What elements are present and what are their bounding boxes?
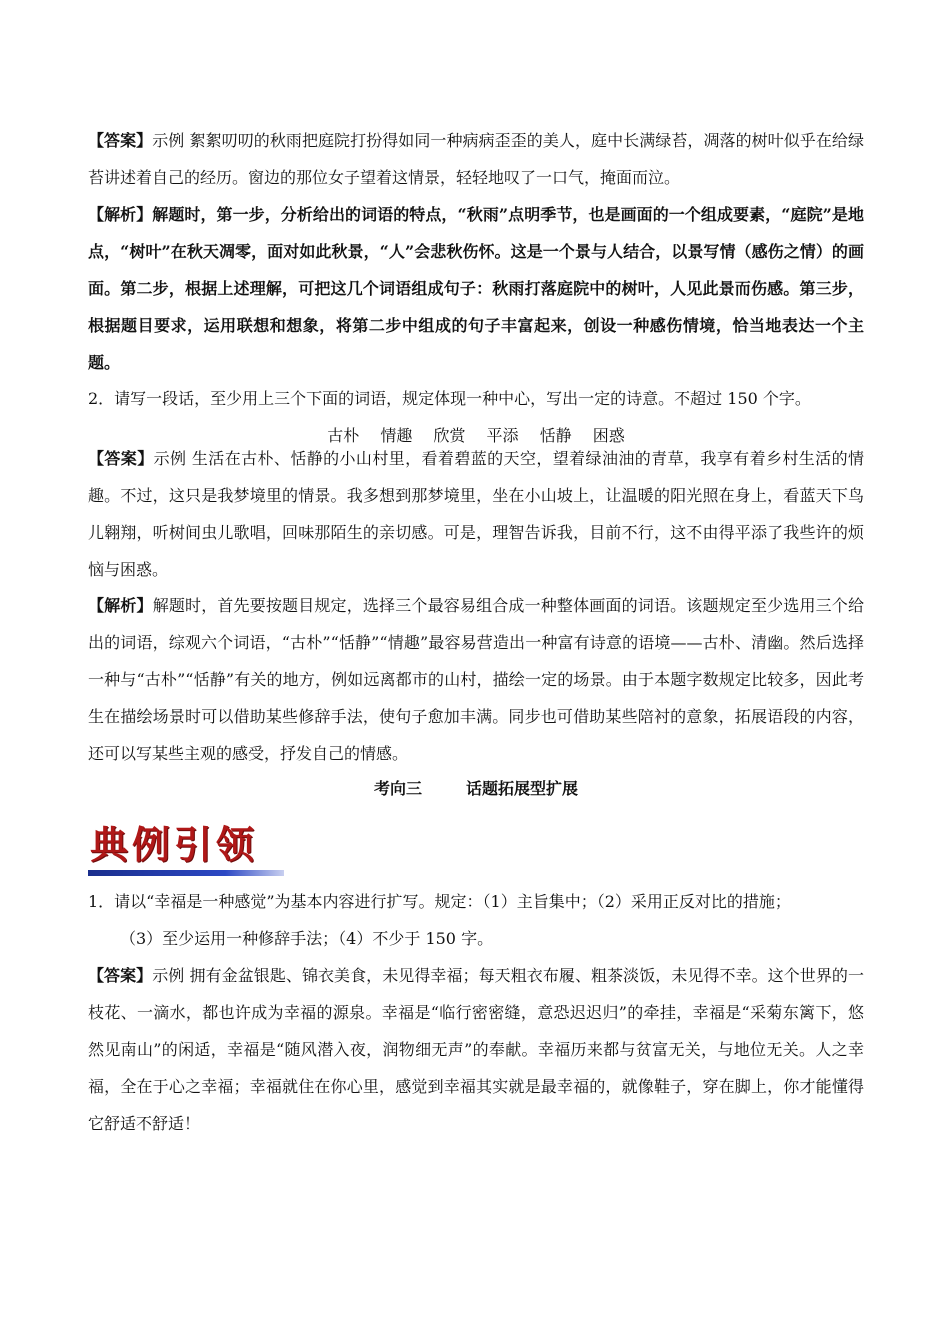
answer-paragraph-3 [88,957,864,1142]
word-item: 古朴 [327,426,360,445]
answer-text: 示例 拥有金盆银匙、锦衣美食，未见得幸福；每天粗衣布履、粗茶淡饭，未见得不幸。这个世界的一枝花、一滴水，都也许成为幸福的源泉。幸福是“临行密密缝，意恐迟迟归”的牵挂，幸福是“采菊东篱下，悠然见南山”的闲适，幸福是“随风潜入夜，润物细无声”的奉献。幸福历来都与贫富无关，与地位无关。人之幸福，全在于心之幸福；幸福就住在你心里，感觉到幸福其实就是最幸福的，就像鞋子，穿在脚上，你才能懂得它舒适不舒适！ [88,966,864,1133]
section-number: 考向三 [373,779,422,798]
section-heading [88,770,864,807]
analysis-text: 解题时，第一步，分析给出的词语的特点，“秋雨”点明季节，也是画面的一个组成要素，“庭院”是地点，“树叶”在秋天凋零，面对如此秋景，“人”会悲秋伤怀。这是一个景与人结合，以景写情（感伤之情）的画面。第二步，根据上述理解，可把这几个词语组成句子：秋雨打落庭院中的树叶，人见此景而伤感。第三步，根据题目要求，运用联想和想象，将第二步中组成的句子丰富起来，创设一种感伤情境，恰当地表达一个主题。 [88,205,864,372]
answer-label: 【答案】 [88,131,153,150]
word-item: 欣赏 [433,426,466,445]
analysis-paragraph-1 [88,196,864,381]
analysis-paragraph-2 [88,587,864,772]
question-2: 2．请写一段话，至少用上三个下面的词语，规定体现一种中心，写出一定的诗意。不超过 150 个字。 [88,389,811,408]
answer-text: 示例 絮絮叨叨的秋雨把庭院打扮得如同一种病病歪歪的美人，庭中长满绿苔，凋落的树叶似乎在给绿苔讲述着自己的经历。窗边的那位女子望着这情景，轻轻地叹了一口气，掩面而泣。 [88,131,864,187]
banner-title: 典例引领 [90,822,259,867]
word-item: 情趣 [380,426,413,445]
word-item: 困惑 [592,426,625,445]
answer-text: 示例 生活在古朴、恬静的小山村里，看着碧蓝的天空，望着绿油油的青草，我享有着乡村生活的情趣。不过，这只是我梦境里的情景。我多想到那梦境里，坐在小山坡上，让温暖的阳光照在身上，看蓝天下鸟儿翱翔，听树间虫儿歌唱，回味那陌生的亲切感。可是，理智告诉我，目前不行，这不由得平添了我些许的烦恼与困惑。 [88,449,864,579]
analysis-text: 解题时，首先要按题目规定，选择三个最容易组合成一种整体画面的词语。该题规定至少选用三个给出的词语，综观六个词语，“古朴”“恬静”“情趣”最容易营造出一种富有诗意的语境——古朴、清幽。然后选择一种与“古朴”“恬静”有关的地方，例如远离都市的山村，描绘一定的场景。由于本题字数规定比较多，因此考生在描绘场景时可以借助某些修辞手法，使句子愈加丰满。同步也可借助某些陪衬的意象，拓展语段的内容，还可以写某些主观的感受，抒发自己的情感。 [88,596,864,763]
word-item: 平添 [486,426,519,445]
question-1-line-2: （3）至少运用一种修辞手法；（4）不少于 150 字。 [120,929,494,948]
analysis-label: 【解析】 [88,596,153,615]
banner-underline [88,870,284,876]
question-1-line-1: 1．请以“幸福是一种感觉”为基本内容进行扩写。规定：（1）主旨集中；（2）采用正反对比的措施； [88,892,791,911]
answer-label: 【答案】 [88,449,154,468]
answer-paragraph-2 [88,440,864,588]
answer-paragraph-1 [88,122,864,196]
analysis-label: 【解析】 [88,205,153,224]
answer-label: 【答案】 [88,966,153,985]
word-item: 恬静 [539,426,572,445]
section-name: 话题拓展型扩展 [466,779,579,798]
typical-example-banner [88,820,288,878]
